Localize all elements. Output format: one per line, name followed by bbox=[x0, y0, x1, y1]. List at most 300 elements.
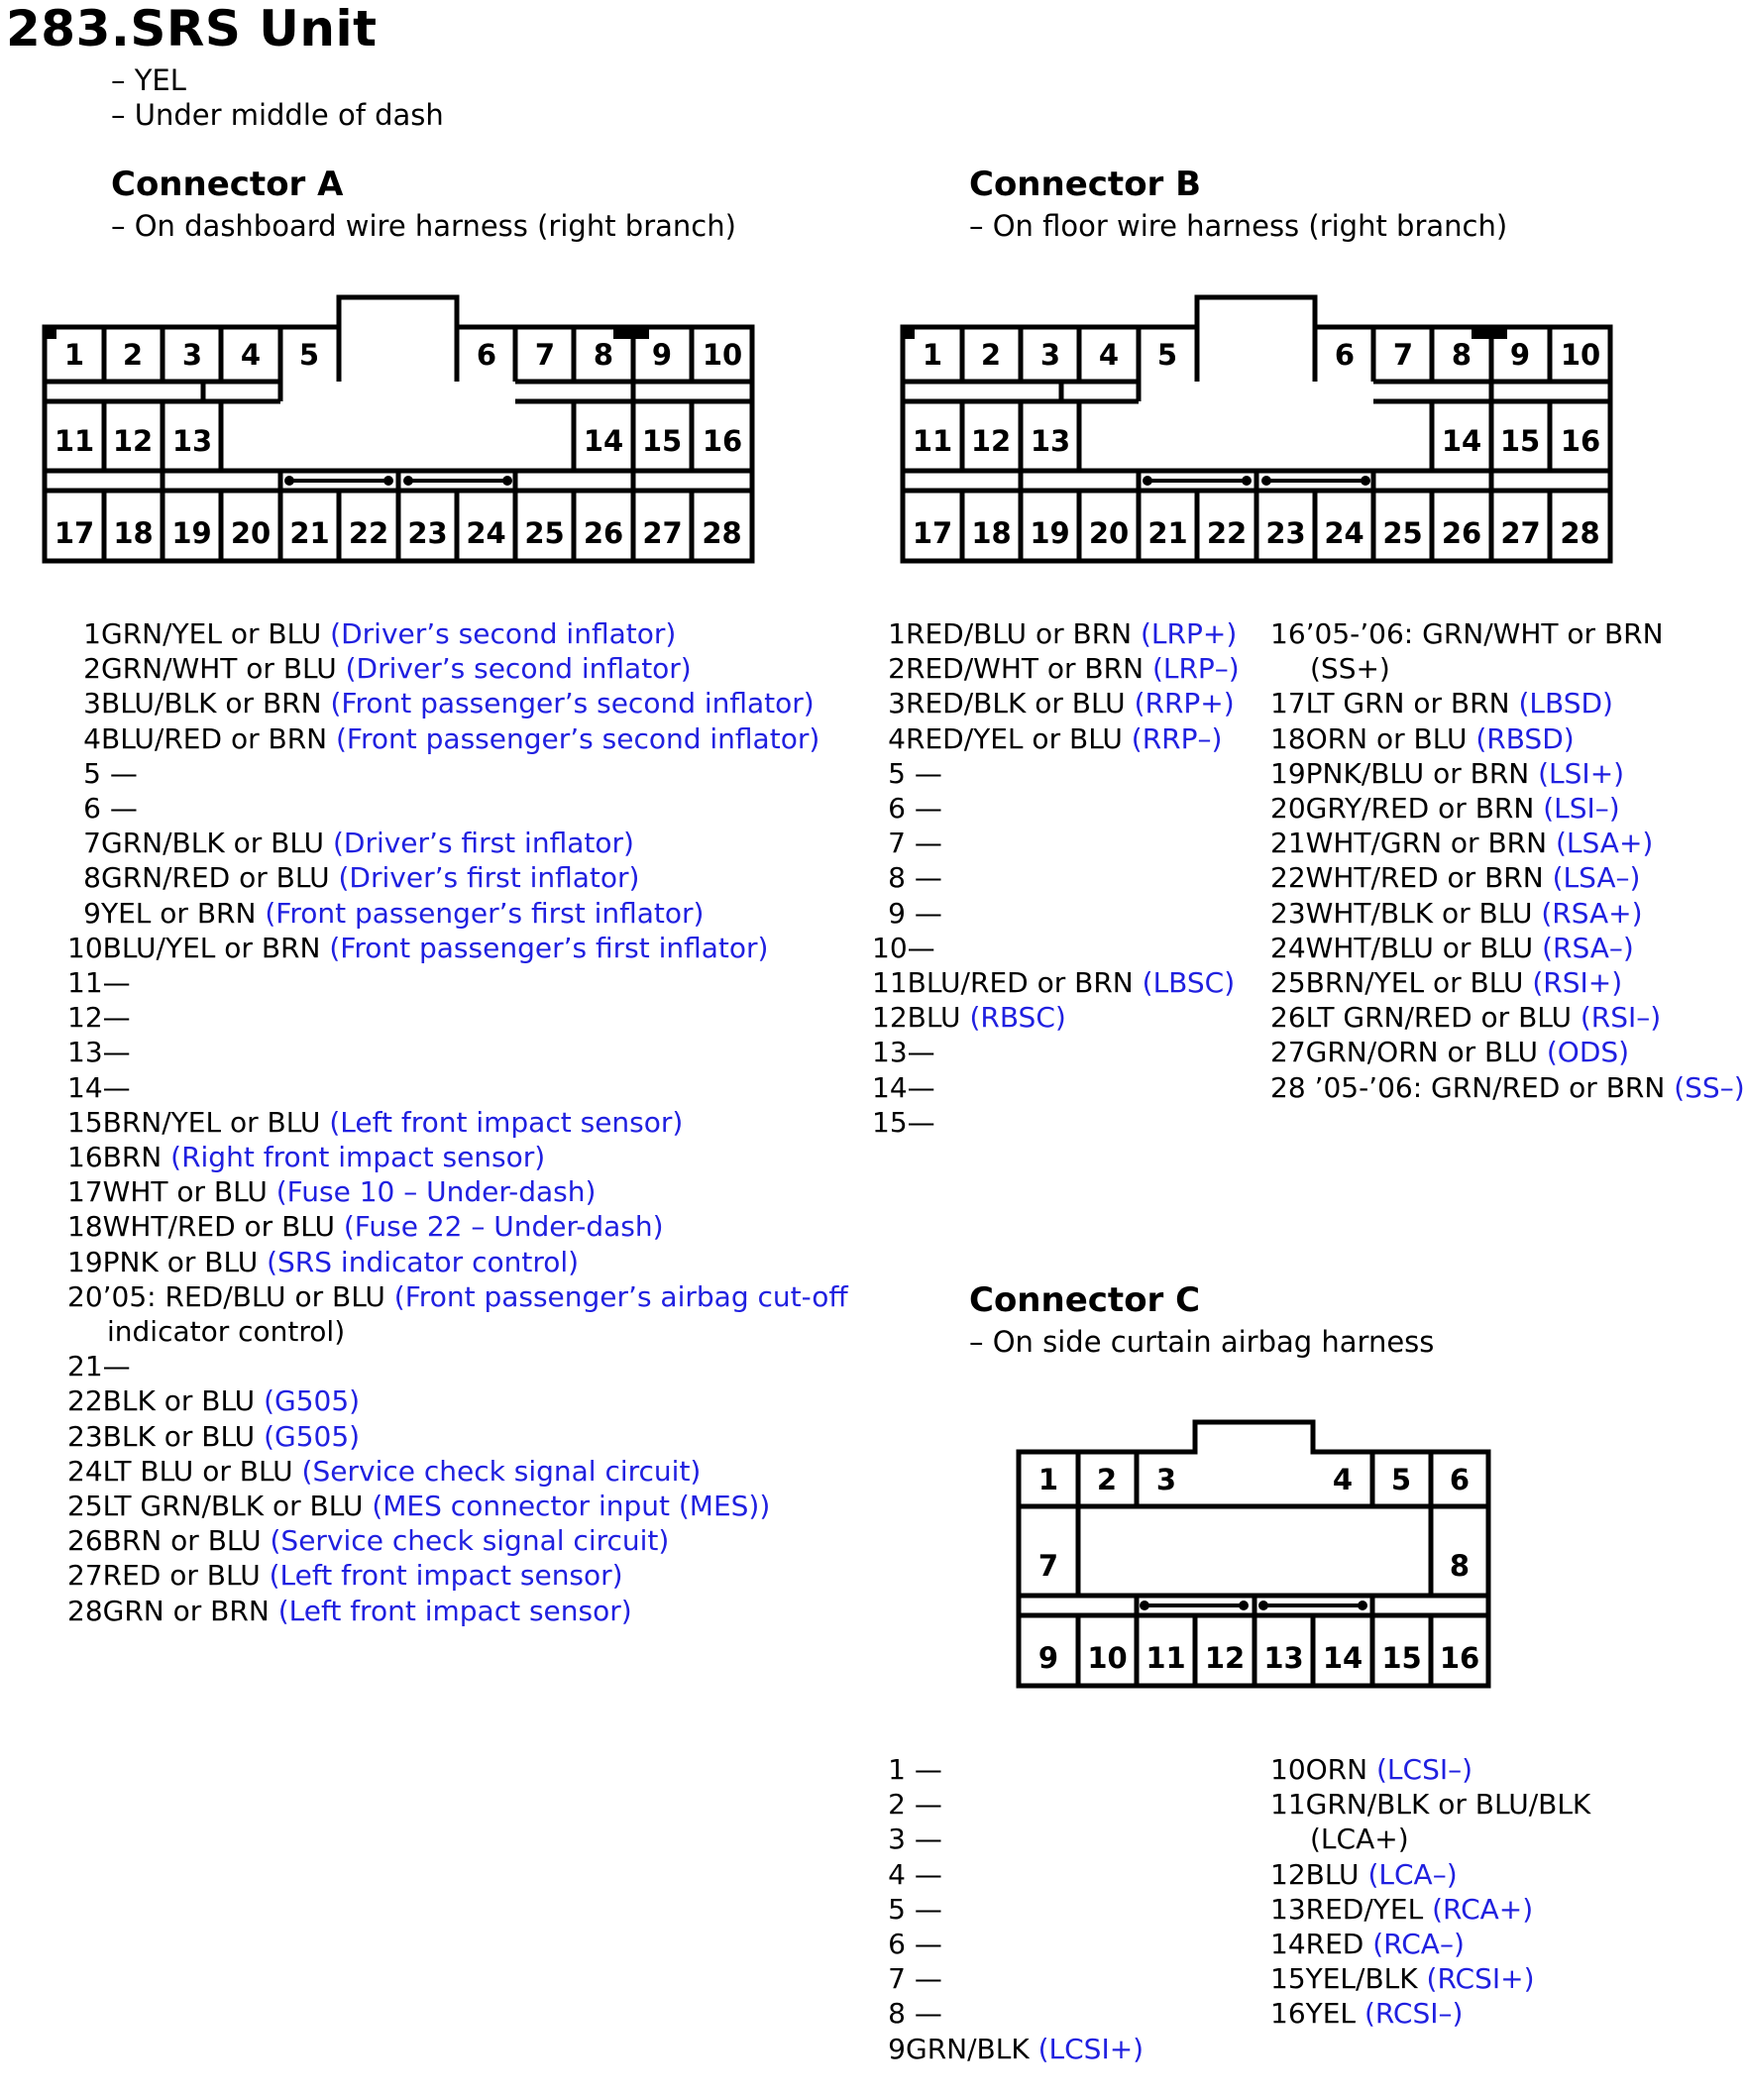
pin-wire: GRN/BLK or BLU/BLK bbox=[1305, 1788, 1591, 1822]
pin-number: 25 bbox=[1270, 966, 1306, 1000]
unit-location: – Under middle of dash bbox=[111, 98, 444, 132]
pin-description: (LRP+) bbox=[1132, 617, 1238, 650]
pin-wire: — bbox=[907, 1070, 935, 1104]
pin-wire: ORN bbox=[1305, 1753, 1368, 1786]
pin-label: 15 bbox=[1381, 1641, 1422, 1675]
pin-label: 12 bbox=[970, 424, 1012, 458]
pin-wire: — bbox=[906, 1753, 942, 1786]
pin-description-continued: (SS+) bbox=[1310, 652, 1390, 686]
pin-label: 12 bbox=[1204, 1641, 1246, 1675]
pin-description: (LCSI–) bbox=[1367, 1753, 1473, 1786]
pin-number: 27 bbox=[67, 1559, 103, 1593]
polarity-mark bbox=[903, 327, 915, 339]
pin-number: 11 bbox=[67, 966, 103, 1000]
pin-row bbox=[1270, 1000, 1745, 1035]
shorting-bar-dot bbox=[502, 476, 512, 486]
pin-label: 21 bbox=[289, 516, 330, 550]
pin-number: 9 bbox=[888, 2032, 906, 2065]
pin-description: (RSI–) bbox=[1571, 1001, 1662, 1035]
pin-number: 6 bbox=[83, 792, 101, 826]
pin-row bbox=[1270, 1787, 1590, 1822]
pin-number: 18 bbox=[1270, 721, 1306, 755]
connector-a-pin-list bbox=[67, 616, 848, 1628]
pin-wire: LT BLU or BLU bbox=[102, 1454, 293, 1488]
pin-wire: — bbox=[906, 1857, 942, 1891]
pin-description: (Driver’s first inflator) bbox=[329, 861, 640, 895]
pin-label: 21 bbox=[1147, 516, 1188, 550]
shorting-bar-dot bbox=[383, 476, 393, 486]
pin-label: 7 bbox=[1392, 338, 1414, 372]
pin-label: 5 bbox=[1156, 338, 1178, 372]
pin-wire: — bbox=[906, 1823, 942, 1856]
pin-label: 2 bbox=[122, 338, 144, 372]
pin-number: 2 bbox=[888, 1788, 906, 1822]
pin-row bbox=[67, 1105, 848, 1140]
pin-description: (Front passenger’s second inflator) bbox=[321, 687, 815, 720]
pin-wire: BRN/YEL or BLU bbox=[102, 1105, 321, 1139]
pin-wire: BLU bbox=[907, 1001, 961, 1035]
pin-label: 6 bbox=[1334, 338, 1356, 372]
pin-label: 20 bbox=[1088, 516, 1130, 550]
pin-label: 25 bbox=[524, 516, 565, 550]
connector-b-location: – On floor wire harness (right branch) bbox=[969, 209, 1508, 243]
pin-wire: — bbox=[906, 756, 942, 790]
connector-b-pin-list-left bbox=[872, 616, 1240, 1140]
pin-row bbox=[67, 1279, 848, 1314]
pin-wire: YEL/BLK bbox=[1305, 1962, 1418, 1996]
pin-label: 2 bbox=[980, 338, 1002, 372]
pin-description: (G505) bbox=[255, 1419, 361, 1453]
pin-label: 1 bbox=[63, 338, 85, 372]
pin-label: 11 bbox=[912, 424, 953, 458]
pin-label: 7 bbox=[1037, 1549, 1059, 1583]
pin-number: 9 bbox=[888, 896, 906, 930]
pin-row bbox=[1270, 721, 1745, 756]
pin-row bbox=[67, 1454, 848, 1489]
pin-number: 16 bbox=[67, 1141, 103, 1174]
pin-row bbox=[872, 1961, 1144, 1996]
pin-number: 16 bbox=[1270, 1997, 1306, 2031]
pin-description: (Left front impact sensor) bbox=[320, 1105, 684, 1139]
connector-color: – YEL bbox=[111, 63, 186, 97]
pin-description: (LSA+) bbox=[1547, 827, 1654, 860]
pin-wire: YEL or BRN bbox=[101, 896, 257, 930]
pin-description: (Front passenger’s first inflator) bbox=[256, 896, 705, 930]
pin-label: 22 bbox=[1206, 516, 1248, 550]
pin-row bbox=[872, 1000, 1240, 1035]
shorting-bar-dot bbox=[403, 476, 413, 486]
connector-a-location: – On dashboard wire harness (right branch) bbox=[111, 209, 736, 243]
pin-row bbox=[1270, 896, 1745, 931]
pin-wire: BLK or BLU bbox=[102, 1419, 256, 1453]
pin-number: 24 bbox=[1270, 931, 1306, 964]
pin-description: (Driver’s second inflator) bbox=[321, 617, 677, 650]
pin-wire: ORN or BLU bbox=[1305, 721, 1468, 755]
pin-description: (RSI+) bbox=[1523, 966, 1623, 1000]
pin-row bbox=[1270, 686, 1745, 720]
shorting-bar-dot bbox=[1361, 476, 1370, 486]
pin-label: 2 bbox=[1096, 1463, 1118, 1496]
pin-number: 14 bbox=[1270, 1928, 1306, 1961]
pin-wire: GRY/RED or BRN bbox=[1305, 792, 1535, 826]
pin-wire: BLU/YEL or BRN bbox=[102, 931, 321, 964]
pin-wire: — bbox=[906, 792, 942, 826]
pin-number: 28 bbox=[1270, 1070, 1306, 1104]
pin-wire: RED/BLK or BLU bbox=[906, 687, 1126, 720]
pin-description: (RCA+) bbox=[1423, 1892, 1534, 1926]
pin-row bbox=[872, 1857, 1144, 1892]
pin-wire: RED or BLU bbox=[102, 1559, 261, 1593]
pin-row bbox=[872, 651, 1240, 686]
pin-row bbox=[872, 721, 1240, 756]
pin-wire: ’05-’06: GRN/RED or BRN bbox=[1305, 1070, 1666, 1104]
pin-row bbox=[1270, 756, 1745, 791]
pin-wire: GRN/BLK or BLU bbox=[101, 827, 325, 860]
pin-label: 10 bbox=[702, 338, 743, 372]
pin-number: 23 bbox=[67, 1419, 103, 1453]
pin-number: 11 bbox=[872, 966, 908, 1000]
pin-number: 8 bbox=[888, 1997, 906, 2031]
pin-number: 10 bbox=[67, 931, 103, 964]
pin-label: 1 bbox=[922, 338, 943, 372]
connector-a-diagram bbox=[40, 292, 757, 566]
pin-wire: — bbox=[102, 1036, 131, 1069]
pin-label: 28 bbox=[702, 516, 742, 550]
pin-description: (RSA–) bbox=[1533, 931, 1634, 964]
pin-row bbox=[872, 1035, 1240, 1069]
pin-wire: RED/YEL or BLU bbox=[906, 721, 1123, 755]
connector-a-heading: Connector A bbox=[111, 165, 344, 204]
pin-row bbox=[1270, 616, 1745, 651]
pin-label: 9 bbox=[1037, 1641, 1059, 1675]
pin-label: 18 bbox=[971, 516, 1012, 550]
pin-wire: PNK/BLU or BRN bbox=[1305, 756, 1530, 790]
pin-number: 12 bbox=[1270, 1857, 1306, 1891]
pin-wire: RED/WHT or BRN bbox=[906, 652, 1145, 686]
pin-number: 15 bbox=[67, 1105, 103, 1139]
pin-label: 15 bbox=[1499, 424, 1541, 458]
pin-label: 8 bbox=[593, 338, 614, 372]
pin-label: 18 bbox=[113, 516, 154, 550]
pin-label: 24 bbox=[1324, 516, 1364, 550]
pin-number: 10 bbox=[872, 931, 908, 964]
pin-label: 23 bbox=[1265, 516, 1306, 550]
pin-wire: BRN bbox=[102, 1141, 163, 1174]
pin-row bbox=[872, 1105, 1240, 1140]
shorting-bar-dot bbox=[1239, 1601, 1249, 1610]
pin-row bbox=[67, 1140, 848, 1174]
pin-wire: GRN/ORN or BLU bbox=[1305, 1036, 1538, 1069]
pin-wire: GRN/YEL or BLU bbox=[101, 617, 322, 650]
pin-description: (Fuse 10 – Under-dash) bbox=[267, 1175, 597, 1209]
pin-description: (Fuse 22 – Under-dash) bbox=[334, 1210, 664, 1244]
pin-wire: LT GRN/BLK or BLU bbox=[102, 1490, 364, 1523]
pin-number: 7 bbox=[888, 827, 906, 860]
pin-label: 14 bbox=[1441, 424, 1482, 458]
pin-wire: ’05: RED/BLU or BLU bbox=[102, 1279, 385, 1313]
pin-number: 12 bbox=[872, 1001, 908, 1035]
pin-label: 16 bbox=[1560, 424, 1601, 458]
pin-wire: RED bbox=[1305, 1928, 1364, 1961]
pin-wire: — bbox=[102, 1001, 131, 1035]
pin-wire: — bbox=[906, 827, 942, 860]
pin-label: 25 bbox=[1382, 516, 1423, 550]
pin-description: (RSA+) bbox=[1532, 896, 1643, 930]
pin-number: 11 bbox=[1270, 1788, 1306, 1822]
pin-row bbox=[67, 1035, 848, 1069]
connector-c-diagram bbox=[1014, 1417, 1493, 1691]
connector-c-heading: Connector C bbox=[969, 1280, 1201, 1320]
pin-description: (RBSC) bbox=[960, 1001, 1066, 1035]
pin-row bbox=[67, 756, 848, 791]
pin-label: 6 bbox=[476, 338, 497, 372]
pin-row bbox=[872, 896, 1240, 931]
pin-number: 17 bbox=[67, 1175, 103, 1209]
pin-row bbox=[67, 931, 848, 965]
pin-number: 5 bbox=[888, 1892, 906, 1926]
pin-row bbox=[872, 1787, 1144, 1822]
pin-number: 1 bbox=[888, 1753, 906, 1786]
pin-row bbox=[67, 1245, 848, 1279]
pin-row bbox=[1270, 826, 1745, 860]
pin-wire: — bbox=[101, 792, 138, 826]
pin-label: 10 bbox=[1560, 338, 1601, 372]
pin-wire: GRN/BLK bbox=[906, 2032, 1030, 2065]
pin-label: 23 bbox=[407, 516, 448, 550]
pin-number: 9 bbox=[83, 896, 101, 930]
shorting-bar-dot bbox=[284, 476, 294, 486]
pin-label: 10 bbox=[1087, 1641, 1128, 1675]
pin-number: 18 bbox=[67, 1210, 103, 1244]
pin-row bbox=[67, 721, 848, 756]
connector-b-pin-list-right bbox=[1270, 616, 1745, 1105]
pin-number: 8 bbox=[888, 861, 906, 895]
pin-row bbox=[872, 1822, 1144, 1856]
pin-row bbox=[872, 860, 1240, 895]
pin-wire: LT GRN/RED or BLU bbox=[1305, 1001, 1572, 1035]
pin-number: 24 bbox=[67, 1454, 103, 1488]
pin-number: 14 bbox=[872, 1070, 908, 1104]
pin-label: 12 bbox=[112, 424, 154, 458]
pin-row bbox=[1270, 1035, 1745, 1069]
pin-row bbox=[872, 1892, 1144, 1927]
pin-row bbox=[1270, 965, 1745, 1000]
pin-description: (RCA–) bbox=[1363, 1928, 1465, 1961]
pin-row bbox=[67, 1070, 848, 1105]
pin-label: 11 bbox=[1145, 1641, 1186, 1675]
pin-label: 4 bbox=[240, 338, 262, 372]
pin-row bbox=[67, 1558, 848, 1593]
pin-row bbox=[67, 1174, 848, 1209]
pin-row bbox=[1270, 860, 1745, 895]
pin-number: 13 bbox=[1270, 1892, 1306, 1926]
pin-number: 4 bbox=[888, 721, 906, 755]
pin-wire: WHT/BLU or BLU bbox=[1305, 931, 1534, 964]
pin-label: 24 bbox=[466, 516, 506, 550]
pin-number: 16 bbox=[1270, 617, 1306, 650]
pin-wire: — bbox=[907, 931, 935, 964]
pin-number: 2 bbox=[83, 652, 101, 686]
pin-description: (LCSI+) bbox=[1029, 2032, 1145, 2065]
pin-row bbox=[1270, 1996, 1590, 2031]
pin-row bbox=[67, 616, 848, 651]
pin-label: 16 bbox=[1439, 1641, 1480, 1675]
pin-description: (SRS indicator control) bbox=[258, 1245, 580, 1278]
pin-description: (Left front impact sensor) bbox=[260, 1559, 623, 1593]
pin-number: 22 bbox=[67, 1384, 103, 1418]
pin-wire: — bbox=[906, 1997, 942, 2031]
pin-label: 16 bbox=[702, 424, 743, 458]
shorting-bar-dot bbox=[1242, 476, 1252, 486]
pin-label: 28 bbox=[1560, 516, 1600, 550]
pin-label: 5 bbox=[298, 338, 320, 372]
pin-wire: BLU bbox=[1305, 1857, 1360, 1891]
pin-wire: LT GRN or BRN bbox=[1305, 687, 1510, 720]
pin-description: (ODS) bbox=[1537, 1036, 1630, 1069]
pin-row bbox=[872, 1070, 1240, 1105]
pin-description: (LCA–) bbox=[1359, 1857, 1458, 1891]
pin-wire: — bbox=[907, 1036, 935, 1069]
pin-row bbox=[1270, 1892, 1590, 1927]
pin-description: (LRP–) bbox=[1144, 652, 1240, 686]
pin-number: 20 bbox=[1270, 792, 1306, 826]
pin-number: 25 bbox=[67, 1490, 103, 1523]
pin-row bbox=[872, 791, 1240, 826]
pin-label: 27 bbox=[1500, 516, 1541, 550]
pin-wire: — bbox=[906, 1928, 942, 1961]
pin-number: 19 bbox=[1270, 756, 1306, 790]
pin-description: (Left front impact sensor) bbox=[269, 1594, 632, 1627]
pin-wire: WHT/GRN or BRN bbox=[1305, 827, 1548, 860]
page-title: 283.SRS Unit bbox=[6, 0, 378, 57]
pin-row bbox=[67, 896, 848, 931]
pin-wire: WHT/RED or BLU bbox=[102, 1210, 335, 1244]
pin-number: 17 bbox=[1270, 687, 1306, 720]
pin-row bbox=[872, 1996, 1144, 2031]
shorting-bar-dot bbox=[1258, 1601, 1268, 1610]
pin-number: 28 bbox=[67, 1594, 103, 1627]
pin-description: (SS–) bbox=[1665, 1070, 1745, 1104]
pin-wire: WHT/RED or BRN bbox=[1305, 861, 1544, 895]
pin-row bbox=[872, 965, 1240, 1000]
pin-number: 3 bbox=[888, 1823, 906, 1856]
pin-description: (Driver’s second inflator) bbox=[336, 652, 692, 686]
pin-label: 20 bbox=[230, 516, 272, 550]
connector-c-pin-list-right bbox=[1270, 1752, 1590, 2032]
pin-row bbox=[872, 616, 1240, 651]
pin-wire: GRN/WHT or BLU bbox=[101, 652, 337, 686]
pin-label: 6 bbox=[1449, 1463, 1471, 1496]
pin-number: 15 bbox=[1270, 1962, 1306, 1996]
pin-number: 4 bbox=[83, 721, 101, 755]
pin-wire: — bbox=[102, 1070, 131, 1104]
shorting-bar-dot bbox=[1140, 1601, 1149, 1610]
connector-c-location: – On side curtain airbag harness bbox=[969, 1325, 1435, 1359]
pin-number: 7 bbox=[888, 1962, 906, 1996]
pin-number: 8 bbox=[83, 861, 101, 895]
pin-description: (Service check signal circuit) bbox=[261, 1524, 670, 1558]
pin-number: 5 bbox=[83, 756, 101, 790]
pin-label: 15 bbox=[641, 424, 683, 458]
pin-label: 4 bbox=[1098, 338, 1120, 372]
pin-label: 13 bbox=[1030, 424, 1071, 458]
pin-number: 21 bbox=[1270, 827, 1306, 860]
pin-description: (MES connector input (MES)) bbox=[363, 1490, 771, 1523]
pin-description-continued: (LCA+) bbox=[1310, 1823, 1409, 1856]
pin-wire: — bbox=[906, 1788, 942, 1822]
pin-description: (RRP+) bbox=[1125, 687, 1235, 720]
pin-wire: — bbox=[102, 1350, 131, 1383]
pin-label: 3 bbox=[181, 338, 203, 372]
pin-description: (RCSI+) bbox=[1417, 1962, 1535, 1996]
pin-row bbox=[872, 756, 1240, 791]
pin-row bbox=[67, 1489, 848, 1523]
pin-label: 27 bbox=[642, 516, 683, 550]
pin-description: (G505) bbox=[255, 1384, 361, 1418]
pin-number: 13 bbox=[872, 1036, 908, 1069]
pin-label: 8 bbox=[1449, 1549, 1471, 1583]
pin-row bbox=[872, 686, 1240, 720]
shorting-bar-dot bbox=[1358, 1601, 1367, 1610]
pin-number: 3 bbox=[83, 687, 101, 720]
pin-row bbox=[67, 791, 848, 826]
pin-label: 5 bbox=[1390, 1463, 1412, 1496]
pin-row bbox=[67, 965, 848, 1000]
connector-c-pin-list-left bbox=[872, 1752, 1144, 2066]
pin-wire: WHT/BLK or BLU bbox=[1305, 896, 1533, 930]
pin-label: 4 bbox=[1332, 1463, 1354, 1496]
pin-label: 17 bbox=[912, 516, 953, 550]
pin-row bbox=[872, 1752, 1144, 1787]
shorting-bar-dot bbox=[1261, 476, 1271, 486]
pin-wire: — bbox=[906, 1892, 942, 1926]
pin-number: 13 bbox=[67, 1036, 103, 1069]
pin-wire: BLU/BLK or BRN bbox=[101, 687, 322, 720]
pin-description: (Front passenger’s first inflator) bbox=[320, 931, 769, 964]
pin-description: (LBSC) bbox=[1133, 966, 1236, 1000]
shorting-bar-dot bbox=[1143, 476, 1152, 486]
pin-row bbox=[67, 1594, 848, 1628]
pin-wire: — bbox=[906, 861, 942, 895]
pin-row bbox=[67, 1349, 848, 1383]
pin-wire: BLK or BLU bbox=[102, 1384, 256, 1418]
pin-row bbox=[872, 826, 1240, 860]
pin-label: 22 bbox=[348, 516, 389, 550]
pin-number: 27 bbox=[1270, 1036, 1306, 1069]
pin-number: 15 bbox=[872, 1105, 908, 1139]
pin-label: 14 bbox=[1322, 1641, 1363, 1675]
pin-wire: WHT or BLU bbox=[102, 1175, 268, 1209]
pin-description: (LSI+) bbox=[1529, 756, 1625, 790]
pin-row bbox=[872, 931, 1240, 965]
pin-description: (LSA–) bbox=[1543, 861, 1641, 895]
polarity-mark bbox=[45, 327, 56, 339]
pin-row bbox=[67, 860, 848, 895]
pin-label: 19 bbox=[171, 516, 212, 550]
pin-number: 10 bbox=[1270, 1753, 1306, 1786]
pin-wire: RED/BLU or BRN bbox=[906, 617, 1133, 650]
pin-description: (Front passenger’s second inflator) bbox=[327, 721, 820, 755]
pin-label: 9 bbox=[1509, 338, 1531, 372]
pin-number: 3 bbox=[888, 687, 906, 720]
pin-wire: YEL bbox=[1305, 1997, 1357, 2031]
pin-wire: — bbox=[102, 966, 131, 1000]
pin-number: 20 bbox=[67, 1279, 103, 1313]
pin-number: 6 bbox=[888, 792, 906, 826]
pin-description: (LBSD) bbox=[1509, 687, 1613, 720]
pin-description-continued: indicator control) bbox=[107, 1315, 346, 1349]
pin-wire: GRN or BRN bbox=[102, 1594, 270, 1627]
